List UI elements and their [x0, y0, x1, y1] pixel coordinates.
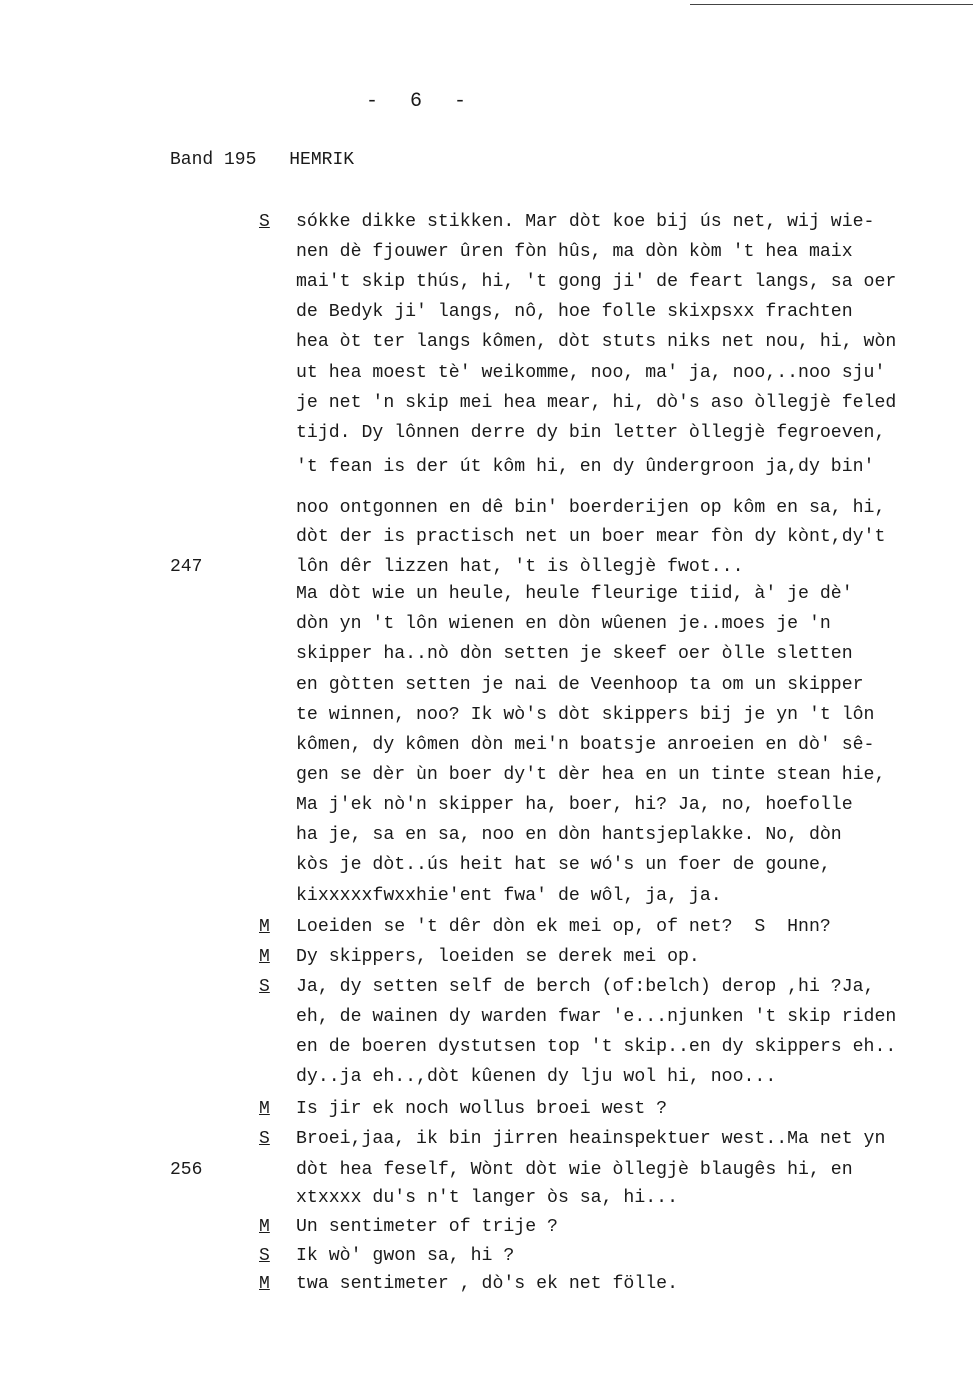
transcript-line: Ma j'ek nò'n skipper ha, boer, hi? Ja, no, hoefolle	[296, 795, 853, 815]
transcript-line: Ik wò' gwon sa, hi ?	[296, 1246, 515, 1266]
margin-counter: 247	[170, 557, 203, 577]
transcript-line: kixxxxxfwxxhie'ent fwa' de wôl, ja, ja.	[296, 886, 722, 906]
transcript-line: hea òt ter langs kômen, dòt stuts niks net nou, hi, wòn	[296, 332, 897, 352]
document-header	[170, 150, 376, 170]
transcript-line: tijd. Dy lônnen derre dy bin letter òllegjè fegroeven,	[296, 423, 886, 443]
transcript-line: dòt hea feself, Wònt dòt wie òllegjè blaugês hi, en	[296, 1160, 853, 1180]
transcript-line: Broei,jaa, ik bin jirren heainspektuer west..Ma net yn	[296, 1129, 886, 1149]
speaker-label: M	[259, 947, 270, 967]
transcript-line: Un sentimeter of trije ?	[296, 1217, 558, 1237]
transcript-line: dy..ja eh..,dòt kûenen dy lju wol hi, noo...	[296, 1067, 777, 1087]
speaker-label: M	[259, 1099, 270, 1119]
transcript-line: gen se dèr ùn boer dy't dèr hea en un tinte stean hie,	[296, 765, 886, 785]
speaker-label: M	[259, 917, 270, 937]
transcript-line: noo ontgonnen en dê bin' boerderijen op kôm en sa, hi,	[296, 498, 886, 518]
margin-counter: 256	[170, 1160, 203, 1180]
transcript-line: mai't skip thús, hi, 't gong ji' de feart langs, sa oer	[296, 272, 897, 292]
transcript-line: xtxxxx du's n't langer òs sa, hi...	[296, 1188, 678, 1208]
transcript-line: en de boeren dystutsen top 't skip..en dy skippers eh..	[296, 1037, 897, 1057]
transcript-line: sókke dikke stikken. Mar dòt koe bij ús net, wij wie-	[296, 212, 875, 232]
transcript-line: kômen, dy kômen dòn mei'n boatsje anroeien en dò' sê-	[296, 735, 875, 755]
transcript-line: nen dè fjouwer ûren fòn hûs, ma dòn kòm 't hea maix	[296, 242, 853, 262]
speaker-label: S	[259, 977, 270, 997]
transcript-line: Ja, dy setten self de berch (of:belch) derop ,hi ?Ja,	[296, 977, 875, 997]
transcript-line: Ma dòt wie un heule, heule fleurige tiid, à' je dè'	[296, 584, 853, 604]
transcript-line: dòn yn 't lôn wienen en dòn wûenen je..moes je 'n	[296, 614, 831, 634]
transcript-line: skipper ha..nò dòn setten je skeef oer òlle sletten	[296, 644, 853, 664]
transcript-line: twa sentimeter , dò's ek net fölle.	[296, 1274, 678, 1294]
band-label: Band 195	[170, 150, 257, 170]
transcript-line: 't fean is der út kôm hi, en dy ûndergroon ja,dy bin'	[296, 457, 875, 477]
top-rule	[690, 4, 973, 5]
speaker-label: M	[259, 1217, 270, 1237]
transcript-line: kòs je dòt..ús heit hat se wó's un foer de goune,	[296, 855, 831, 875]
transcript-line: ha je, sa en sa, noo en dòn hantsjeplakke. No, dòn	[296, 825, 842, 845]
transcript-line: Is jir ek noch wollus broei west ?	[296, 1099, 668, 1119]
transcript-line: Dy skippers, loeiden se derek mei op.	[296, 947, 700, 967]
speaker-label: S	[259, 1129, 270, 1149]
transcript-line: eh, de wainen dy warden fwar 'e...njunken 't skip riden	[296, 1007, 897, 1027]
transcript-line: te winnen, noo? Ik wò's dòt skippers bij je yn 't lôn	[296, 705, 875, 725]
transcript-line: lôn dêr lizzen hat, 't is òllegjè fwot...	[296, 557, 744, 577]
speaker-label: M	[259, 1274, 270, 1294]
transcript-line: je net 'n skip mei hea mear, hi, dò's aso òllegjè feled	[296, 393, 897, 413]
transcript-line: en gòtten setten je nai de Veenhoop ta om un skipper	[296, 675, 864, 695]
transcript-line: Loeiden se 't dêr dòn ek mei op, of net? S Hnn?	[296, 917, 831, 937]
speaker-label: S	[259, 212, 270, 232]
transcript-line: dòt der is practisch net un boer mear fòn dy kònt,dy't	[296, 527, 886, 547]
transcript-line: de Bedyk ji' langs, nô, hoe folle skixpsxx frachten	[296, 302, 853, 322]
page-number: - 6 -	[366, 90, 477, 113]
speaker-label: S	[259, 1246, 270, 1266]
subject-name: HEMRIK	[289, 150, 355, 170]
transcript-line: ut hea moest tè' weikomme, noo, ma' ja, noo,..noo sju'	[296, 363, 886, 383]
